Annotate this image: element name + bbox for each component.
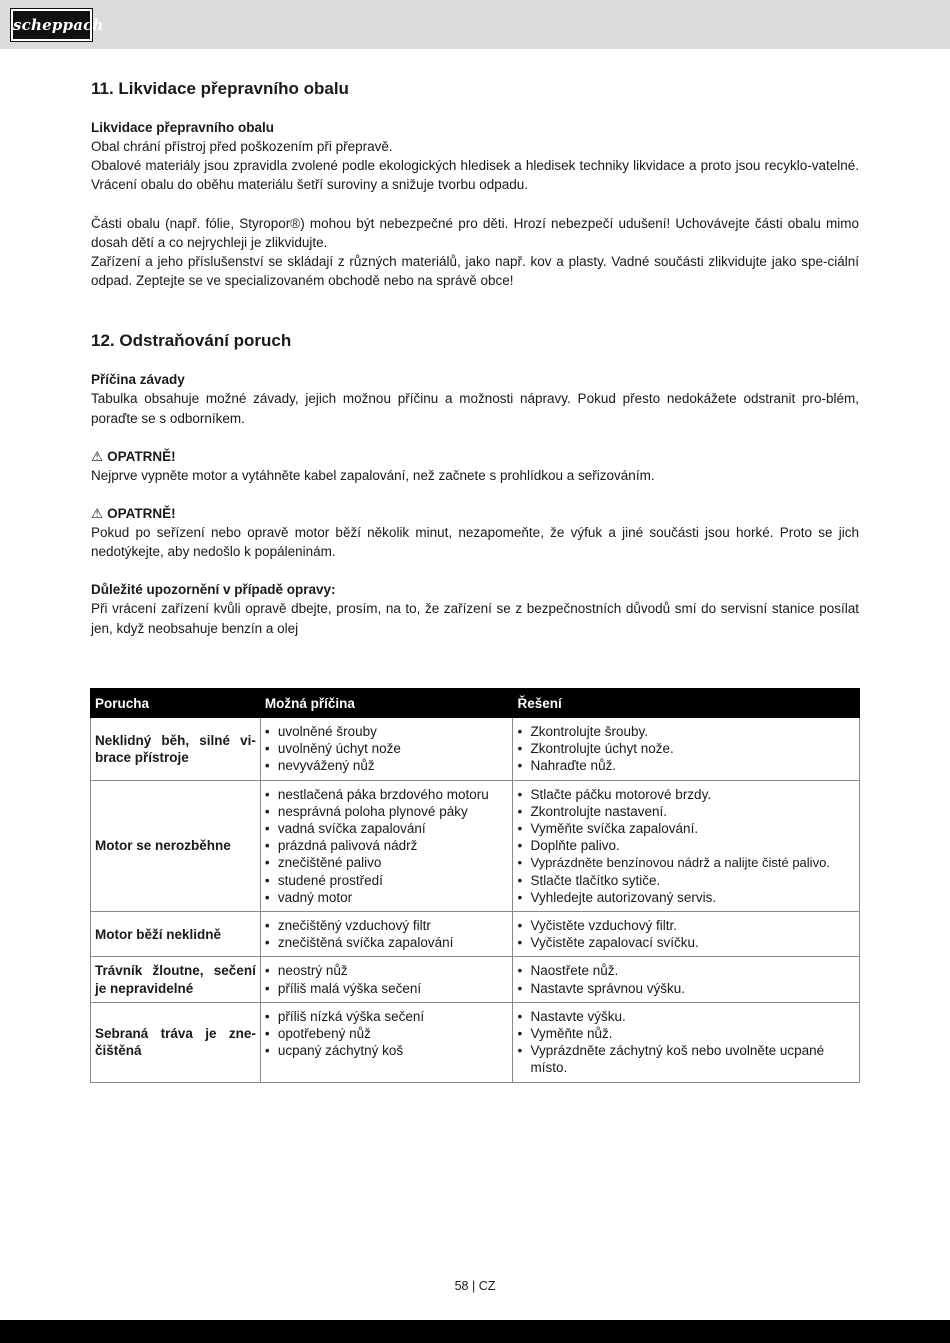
- solutions-cell: [513, 718, 860, 781]
- list-item: • Nahraďte nůž.: [517, 757, 855, 774]
- list-item: • Vyprázdněte záchytný koš nebo uvolněte ucpané místo.: [517, 1042, 855, 1076]
- list-item: • Nastavte výšku.: [517, 1008, 855, 1025]
- fault-cell: Motor běží neklidně: [91, 912, 261, 957]
- list-item: • Vyměňte svíčka zapalování.: [517, 820, 855, 837]
- page-content: [91, 76, 859, 638]
- section-11-paragraph-2: Obalové materiály jsou zpravidla zvolené podle ekologických hledisek a hledisek techniky likvidace a proto jsou recyklo-vatelné. Vrácení obalu do oběhu materiálu šetří suroviny a snižuje tvorbu odpadu.: [91, 158, 859, 193]
- caution-text-2: Pokud po seřízení nebo opravě motor běží několik minut, nezapomeňte, že výfuk a jiné součásti jsou horké. Proto se jich nedotýkejte, aby nedošlo k popáleninám.: [91, 525, 859, 560]
- list-item: • Stlačte páčku motorové brzdy.: [517, 786, 855, 803]
- causes-cell: [260, 780, 513, 911]
- section-12-subtitle: Příčina závady: [91, 372, 185, 388]
- list-item: • Vyhledejte autorizovaný servis.: [517, 889, 855, 906]
- list-item: • znečištěné palivo: [265, 854, 509, 871]
- list-item: • Vyčistěte vzduchový filtr.: [517, 917, 855, 934]
- list-item: • znečištěná svíčka zapalování: [265, 934, 509, 951]
- solutions-cell: [513, 957, 860, 1002]
- list-item: • Nastavte správnou výšku.: [517, 980, 855, 997]
- fault-cell: Neklidný běh, silné vi-brace přístroje: [91, 718, 261, 781]
- table-row: [91, 1002, 860, 1082]
- causes-cell: [260, 912, 513, 957]
- list-item: • nestlačená páka brzdového motoru: [265, 786, 509, 803]
- list-item: • Vyměňte nůž.: [517, 1025, 855, 1042]
- solutions-cell: [513, 1002, 860, 1082]
- solutions-cell: [513, 780, 860, 911]
- solutions-cell: [513, 912, 860, 957]
- table-row: [91, 957, 860, 1002]
- brand-logo: scheppach: [11, 9, 92, 41]
- list-item: • Vyčistěte zapalovací svíčku.: [517, 934, 855, 951]
- table-row: [91, 718, 860, 781]
- page-number: 58 | CZ: [454, 1279, 496, 1293]
- section-12-paragraph-1: Tabulka obsahuje možné závady, jejich možnou příčinu a možnosti nápravy. Pokud přesto nedokážete odstranit pro-blém, poraďte se s odborníkem.: [91, 391, 859, 426]
- list-item: • Zkontrolujte šrouby.: [517, 723, 855, 740]
- section-12-title: 12. Odstraňování poruch: [91, 331, 292, 351]
- list-item: • vadný motor: [265, 889, 509, 906]
- warning-icon: ⚠: [91, 506, 104, 522]
- list-item: • neostrý nůž: [265, 962, 509, 979]
- list-item: • uvolněné šrouby: [265, 723, 509, 740]
- section-11-paragraph-1: Obal chrání přístroj před poškozením při přepravě.: [91, 139, 393, 154]
- section-11-title: 11. Likvidace přepravního obalu: [91, 79, 349, 98]
- section-11-subtitle: Likvidace přepravního obalu: [91, 120, 275, 135]
- fault-cell: Sebraná tráva je zne-čištěná: [91, 1002, 261, 1082]
- list-item: • příliš nízká výška sečení: [265, 1008, 509, 1025]
- list-item: • znečištěný vzduchový filtr: [265, 917, 509, 934]
- causes-cell: [260, 1002, 513, 1082]
- list-item: • prázdná palivová nádrž: [265, 837, 509, 854]
- list-item: • uvolněný úchyt nože: [265, 740, 509, 757]
- caution-heading-1: [91, 447, 859, 466]
- list-item: • Doplňte palivo.: [517, 837, 855, 854]
- causes-cell: [260, 718, 513, 781]
- troubleshooting-table: [90, 688, 860, 1083]
- fault-cell: Motor se nerozběhne: [91, 780, 261, 911]
- list-item: • příliš malá výška sečení: [265, 980, 509, 997]
- list-item: • nesprávná poloha plynové páky: [265, 803, 509, 820]
- list-item: • vadná svíčka zapalování: [265, 820, 509, 837]
- caution-heading-2: [91, 504, 859, 523]
- list-item: • Vyprázdněte benzínovou nádrž a nalijte čisté palivo.: [517, 854, 855, 871]
- list-item: • Stlačte tlačítko sytiče.: [517, 872, 855, 889]
- section-11-paragraph-3: Části obalu (např. fólie, Styropor®) mohou být nebezpečné pro děti. Hrozí nebezpečí udušení! Uchovávejte části obalu mimo dosah dětí a co nejrychleji je zlikvidujte.: [91, 215, 859, 250]
- fault-cell: Trávník žloutne, sečení je nepravidelné: [91, 957, 261, 1002]
- section-11-paragraph-4: Zařízení a jeho příslušenství se skládají z různých materiálů, jako např. kov a plasty. Vadné součásti zlikvidujte jako spe-ciální odpad. Zeptejte se ve specializovaném obchodě nebo na správě obce!: [91, 254, 859, 289]
- list-item: • ucpaný záchytný koš: [265, 1042, 509, 1059]
- warning-icon: ⚠: [91, 448, 104, 464]
- list-item: • Zkontrolujte nastavení.: [517, 803, 855, 820]
- column-header-cause: Možná příčina: [260, 689, 513, 718]
- table-row: [91, 912, 860, 957]
- column-header-fault: Porucha: [91, 689, 261, 718]
- caution-label-2: OPATRNĚ!: [107, 506, 176, 522]
- list-item: • opotřebený nůž: [265, 1025, 509, 1042]
- table-row: [91, 780, 860, 911]
- footer-bar: [0, 1320, 950, 1343]
- table-header-row: [91, 689, 860, 718]
- causes-cell: [260, 957, 513, 1002]
- caution-text-1: Nejprve vypněte motor a vytáhněte kabel zapalování, než začnete s prohlídkou a seřizováním.: [91, 467, 655, 483]
- repair-notice-title: Důležité upozornění v případě opravy:: [91, 582, 336, 598]
- header-bar: [0, 0, 950, 49]
- list-item: • Naostřete nůž.: [517, 962, 855, 979]
- column-header-solution: Řešení: [513, 689, 860, 718]
- list-item: • Zkontrolujte úchyt nože.: [517, 740, 855, 757]
- list-item: • studené prostředí: [265, 872, 509, 889]
- list-item: • nevyvážený nůž: [265, 757, 509, 774]
- caution-label-1: OPATRNĚ!: [107, 448, 176, 464]
- repair-notice-text: Při vrácení zařízení kvůli opravě dbejte, prosím, na to, že zařízení se z bezpečnostních důvodů smí do servisní stanice posílat jen, když neobsahuje benzín a olej: [91, 601, 859, 636]
